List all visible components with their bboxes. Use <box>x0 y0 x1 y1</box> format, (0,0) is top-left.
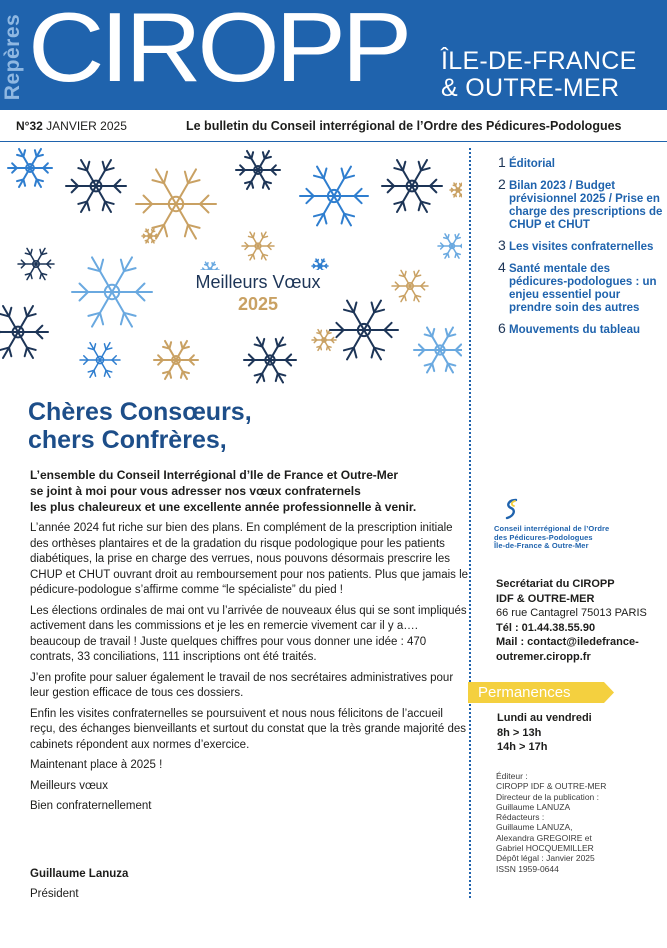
toc-title: Santé mentale des pédicures-podologues : un enjeu essentiel pour prendre soin des autres <box>509 263 657 314</box>
toc-item[interactable] <box>498 154 663 171</box>
reperes-label: Repères <box>1 13 24 101</box>
contact-block <box>496 577 666 664</box>
letter-paragraph: Maintenant place à 2025 ! <box>30 759 163 771</box>
permanences-banner <box>468 682 614 703</box>
toc-item[interactable] <box>498 320 663 337</box>
toc-page-number: 3 <box>498 237 506 253</box>
toc-item[interactable] <box>498 176 663 232</box>
contact-email[interactable]: Mail : contact@iledefrance- <box>496 636 639 648</box>
issue-info <box>16 119 127 133</box>
logo-mark-icon <box>502 498 522 520</box>
logo-text-line: Conseil interrégional de l’Ordre <box>494 524 610 533</box>
signer-role: Président <box>30 888 79 900</box>
issue-bar <box>0 110 667 142</box>
opening-hours <box>497 711 592 755</box>
toc-item[interactable] <box>498 237 663 254</box>
greetings-box <box>176 270 340 318</box>
issue-number: N°32 <box>16 119 43 133</box>
toc-page-number: 1 <box>498 154 506 170</box>
bulletin-tagline: Le bulletin du Conseil interrégional de l’Ordre des Pédicures-Podologues <box>186 119 622 133</box>
toc-item[interactable] <box>498 259 663 315</box>
opening-slot: 14h > 17h <box>497 741 548 753</box>
toc-page-number: 2 <box>498 176 506 192</box>
letter-paragraph: Les élections ordinales de mai ont vu l’arrivée de nouveaux élus qui se sont impliqués activement dans les commissions et je les en remercie vivement car il y a…. beaucoup de travail ! Juste quelques chiffres pour vous donner une idée : 470 contrats, 33 conciliations, 111 inscriptions ont été traités. <box>30 604 467 663</box>
permanences-label: Permanences <box>478 684 571 701</box>
letter-paragraph: Bien confraternellement <box>30 800 152 812</box>
letter-salutation: Chères Consœurs, chers Confrères, <box>28 398 252 454</box>
greetings-banner <box>0 146 462 394</box>
letter-intro: L’ensemble du Conseil Interrégional d’Ile de France et Outre-Mer se joint à moi pour vous adresser nos vœux confraternels les plus chaleureux et une excellente année professionnelle à venir. <box>30 468 417 514</box>
contact-org: Secrétariat du CIROPP <box>496 578 615 590</box>
contact-email-cont[interactable]: outremer.ciropp.fr <box>496 650 591 663</box>
contact-org-sub: IDF & OUTRE-MER <box>496 592 595 605</box>
logo-text-line: Île-de-France & Outre-Mer <box>494 541 589 550</box>
issue-date: JANVIER 2025 <box>46 119 127 133</box>
letter-paragraph: Meilleurs vœux <box>30 779 108 792</box>
greetings-year: 2025 <box>237 294 279 314</box>
table-of-contents <box>498 154 663 346</box>
toc-title: Mouvements du tableau <box>509 324 640 336</box>
publication-credits: Éditeur : CIROPP IDF & OUTRE-MER Directeur de la publication : Guillaume LANUZA Rédacteurs : Guillaume LANUZA, Alexandra GREGOIRE et Gabriel HOCQUEMILLER Dépôt légal : Janvier 2025 ISSN 1959-0644 <box>496 771 607 874</box>
toc-title: Éditorial <box>509 158 556 170</box>
masthead <box>0 0 667 110</box>
toc-title: Les visites confraternelles <box>509 241 654 253</box>
contact-phone[interactable]: Tél : 01.44.38.55.90 <box>496 621 596 634</box>
opening-days: Lundi au vendredi <box>497 712 592 724</box>
opening-slot: 8h > 13h <box>497 726 542 739</box>
signer-name: Guillaume Lanuza <box>30 868 129 880</box>
letter-paragraph: Enfin les visites confraternelles se poursuivent et nous nous félicitons de l’accueil reçu, des échanges bienveillants et surtout du constat que la très grande majorité des cabinets répondent aux normes d’exercice. <box>30 707 466 751</box>
region-name: ÎLE-DE-FRANCE & OUTRE-MER <box>441 47 637 102</box>
greetings-text: Meilleurs Vœux <box>195 272 321 292</box>
letter-body <box>30 521 470 820</box>
contact-address: 66 rue Cantagrel 75013 PARIS <box>496 607 647 619</box>
toc-page-number: 4 <box>498 259 506 275</box>
brand-title: CIROPP <box>28 0 408 102</box>
letter-paragraph: L’année 2024 fut riche sur bien des plans. En complément de la prescription initiale des orthèses plantaires et de la gradation du risque podologique pour les patients diabétiques, la prise en charge des verrues, nous pouvons désormais prescrire les CHUP et CHUT ouvrant droit au remboursement pour nos patients. Plus que jamais le pédicure-podologue s’affirme comme “le spécialiste” du pied ! <box>30 522 469 596</box>
toc-title: Bilan 2023 / Budget prévisionnel 2025 / Prise en charge des prescriptions de CHUP et CHUT <box>509 180 663 231</box>
logo-text-line: des Pédicures-Podologues <box>494 532 593 542</box>
ciropp-logo <box>494 498 654 551</box>
toc-page-number: 6 <box>498 320 506 336</box>
letter-paragraph: J’en profite pour saluer également le travail de nos secrétaires administratives pour leur gestion efficace de tous ces dossiers. <box>30 671 454 699</box>
signature-block <box>30 864 128 904</box>
